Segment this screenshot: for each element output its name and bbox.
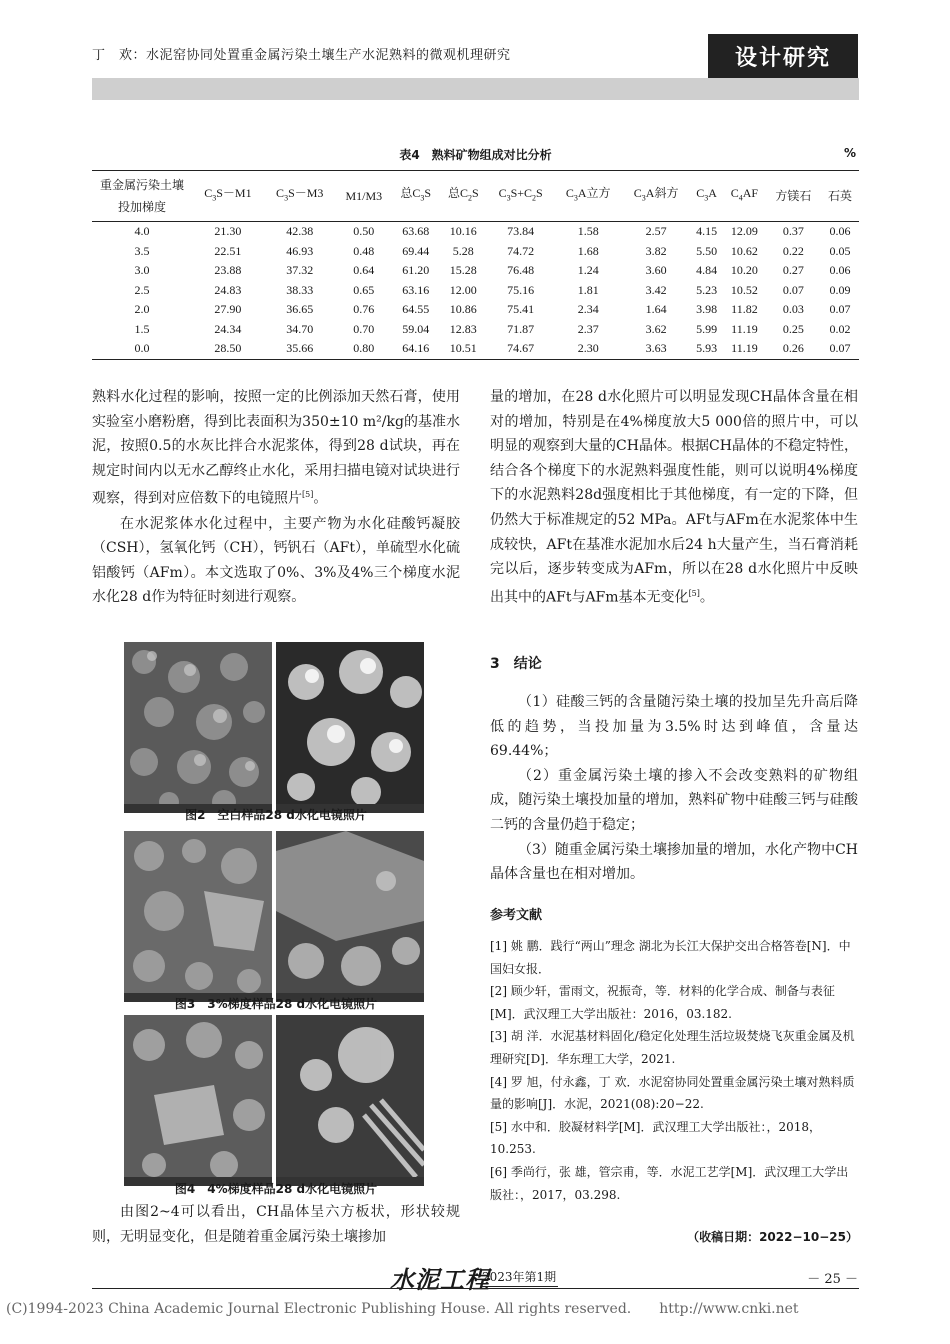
table-cell: 0.65 — [353, 282, 375, 297]
table-cell: 0.06 — [829, 224, 851, 238]
table-cell: 2.30 — [554, 339, 622, 359]
sem-photo-fig2-right — [276, 642, 424, 813]
reference-item: [1] 姚 鹏．践行“两山”理念 湖北为长江大保护交出合格答卷[N]．中国妇女报． — [490, 939, 851, 976]
table-cell: 1.24 — [577, 263, 599, 277]
section-3-title: 3 结论 — [490, 656, 542, 672]
table-cell: 0.03 — [782, 302, 804, 316]
references-list — [490, 935, 860, 1206]
table-caption: 表4 熟料矿物组成对比分析 — [399, 148, 552, 162]
col-total-c3s: 总$C_3S$ — [392, 171, 440, 222]
table-cell: 2.0 — [134, 302, 150, 316]
table-cell: 1.5 — [134, 321, 150, 336]
left-paragraph-3: 由图2~4可以看出，CH晶体呈六方板状，形状较规则，无明显变化，但是随着重金属污染土壤掺加 — [92, 1204, 460, 1245]
table-cell: 75.16 — [507, 282, 535, 297]
table-cell: 3.62 — [645, 321, 667, 336]
table-cell: 5.50 — [696, 243, 718, 258]
table-cell: 5.23 — [696, 282, 718, 297]
table-cell: 3.0 — [134, 263, 150, 277]
left-column-text-bottom — [92, 1200, 460, 1249]
table-cell: 23.88 — [214, 263, 242, 277]
table-cell: 12.00 — [449, 282, 477, 297]
table-header-row — [92, 171, 859, 222]
col-c3a: $C_3A$ — [690, 171, 723, 222]
sem-texture — [276, 831, 424, 1002]
table-unit: % — [843, 146, 856, 160]
table-cell: 5.93 — [690, 339, 723, 359]
sem-texture — [276, 642, 424, 813]
table-cell: 4.84 — [696, 263, 718, 277]
table-cell: 0.0 — [92, 339, 192, 359]
table-cell: 38.33 — [286, 282, 314, 297]
col-c3s-m3: $C_3S-M3$ — [264, 171, 336, 222]
table-cell: 12.83 — [449, 321, 477, 336]
conclusion-2: （2）重金属污染土壤的掺入不会改变熟料的矿物组成，随污染土壤投加量的增加，熟料矿物中硅酸三钙与硅酸二钙的含量仍趋于稳定； — [490, 767, 858, 833]
table-row — [92, 242, 859, 262]
table-cell: 0.09 — [829, 282, 851, 297]
left-p1-text: 熟料水化过程的影响，按照一定的比例添加天然石膏，使用实验室小磨粉磨，得到比表面积为350±10 m²/kg的基准水泥，按照0.5的水灰比拌合水泥浆体，得到28 d试块，再在规定时间内以无水乙醇终止水化，采用扫描电镜对试块进行观察，得到对应倍数下的电镜照片 — [92, 389, 460, 508]
col-total-c2s: 总$C_2S$ — [440, 171, 488, 222]
table-row — [92, 281, 859, 301]
reference-item: [4] 罗 旭，付永鑫，丁 欢．水泥窑协同处置重金属污染土壤对熟料质量的影响[J]．水泥，2021(08):20−22. — [490, 1074, 855, 1112]
col-gradient — [92, 171, 192, 222]
table-cell: 0.50 — [353, 224, 375, 238]
left-paragraph-2: 在水泥浆体水化过程中，主要产物为水化硅酸钙凝胶（CSH），氢氧化钙（CH），钙钒石（AFt），单硫型水化硫铝酸钙（AFm）。本文选取了0%、3%及4%三个梯度水泥水化28 d作为特征时刻进行观察。 — [92, 515, 460, 606]
table-cell: 3.82 — [645, 243, 667, 258]
sem-texture — [124, 1015, 272, 1186]
col-periclase: 方镁石 — [766, 171, 821, 222]
table-cell: 0.06 — [829, 263, 851, 277]
table-cell: 46.93 — [286, 243, 314, 258]
table-cell: 64.16 — [392, 339, 440, 359]
table-cell: 21.30 — [214, 224, 242, 238]
table-cell: 1.68 — [577, 243, 599, 258]
table-cell: 4.15 — [696, 224, 718, 238]
table-cell: 10.62 — [730, 243, 758, 258]
received-date: （收稿日期：2022−10−25） — [687, 1230, 858, 1244]
table-cell: 0.37 — [782, 224, 804, 238]
table-cell: 1.64 — [645, 302, 667, 316]
copyright-notice: (C)1994-2023 China Academic Journal Electronic Publishing House. All rights reserved. http://www.cnki.net — [6, 1301, 799, 1317]
table-cell: 11.19 — [731, 321, 758, 336]
table-cell: 0.25 — [782, 321, 804, 336]
table-cell: 69.44 — [402, 243, 430, 258]
table-cell: 59.04 — [402, 321, 430, 336]
conclusion-3: （3）随重金属污染土壤掺加量的增加，水化产物中CH晶体含量也在相对增加。 — [490, 841, 858, 883]
table-cell: 3.98 — [696, 302, 718, 316]
table-cell: 1.81 — [577, 282, 599, 297]
table-cell: 0.27 — [782, 263, 804, 277]
right-column-text — [490, 385, 858, 610]
table-cell: 3.63 — [622, 339, 690, 359]
table-cell: 73.84 — [507, 224, 535, 238]
table-cell: 35.66 — [264, 339, 336, 359]
section-badge: 设计研究 — [708, 34, 858, 78]
citation-5-right: [5] — [688, 588, 700, 598]
table-cell: 36.65 — [286, 302, 314, 316]
journal-logo: 水泥工程 — [390, 1265, 490, 1294]
table-cell: 34.70 — [286, 321, 314, 336]
table-cell: 74.72 — [507, 243, 535, 258]
table-cell: 5.99 — [696, 321, 718, 336]
sem-photo-fig4-right — [276, 1015, 424, 1186]
references-title: 参考文献 — [490, 908, 543, 923]
table-row — [92, 339, 859, 359]
table-cell: 2.57 — [645, 224, 667, 238]
table-cell: 64.55 — [402, 302, 430, 316]
reference-item: [2] 顾少轩，雷雨文，祝振奇，等．材料的化学合成、制备与表征[M]．武汉理工大学出版社：2016，03.182. — [490, 984, 835, 1021]
table-cell: 2.5 — [134, 282, 150, 297]
table-cell: 28.50 — [192, 339, 264, 359]
table-row — [92, 300, 859, 320]
issue-number: 2023年第1期 — [482, 1268, 558, 1287]
sem-photo-fig3-left — [124, 831, 272, 1002]
col-m1-m3: M1/M3 — [336, 171, 392, 222]
table-cell: 10.20 — [730, 263, 758, 277]
table-cell: 10.51 — [440, 339, 488, 359]
table-cell: 24.83 — [214, 282, 242, 297]
table-cell: 10.52 — [730, 282, 758, 297]
table-cell: 0.02 — [829, 321, 851, 336]
table-cell: 0.76 — [353, 302, 375, 316]
table-cell: 0.07 — [782, 282, 804, 297]
sem-photo-fig4-left — [124, 1015, 272, 1186]
reference-item: [3] 胡 洋．水泥基材料固化/稳定化处理生活垃圾焚烧飞灰重金属及机理研究[D]．华东理工大学，2021. — [490, 1029, 855, 1066]
table-cell: 74.67 — [487, 339, 554, 359]
table-cell: 71.87 — [507, 321, 535, 336]
sem-photo-fig2-left — [124, 642, 272, 813]
right-paragraph-1 — [490, 385, 858, 610]
table-cell: 61.20 — [402, 263, 430, 277]
table-cell: 37.32 — [286, 263, 314, 277]
conclusion-1: （1）硅酸三钙的含量随污染土壤的投加呈先升高后降低的趋势，当投加量为3.5%时达到峰值，含量达69.44%； — [490, 694, 858, 760]
table-cell: 0.22 — [782, 243, 804, 258]
table-cell: 10.16 — [449, 224, 477, 238]
mineral-table — [92, 170, 859, 360]
conclusions — [490, 690, 858, 887]
sem-texture — [124, 831, 272, 1002]
table-cell: 12.09 — [730, 224, 758, 238]
table-cell: 0.80 — [336, 339, 392, 359]
right-p1-text: 量的增加，在28 d水化照片可以明显发现CH晶体含量在相对的增加，特别是在4%梯度放大5 000倍的照片中，可以明显的观察到大量的CH晶体。根据CH晶体的不稳定特性，结合各个梯度下的水泥熟料强度性能，则可以说明4%梯度下的水泥熟料28d强度相比于其他梯度，有一定的下降，但仍然大于标准规定的52 MPa。AFt与AFm在水泥浆体中生成较快，AFt在基准水泥加水后24 h大量产生，当石膏消耗完以后，逐步转变成为AFm，所以在28 d水化照片中反映出其中的AFt与AFm基本无变化 — [490, 389, 858, 606]
table-cell: 63.68 — [402, 224, 430, 238]
table-row — [92, 261, 859, 281]
figure-4-caption: 图4 4%梯度样品28 d水化电镜照片 — [174, 1182, 378, 1196]
table-cell: 75.41 — [507, 302, 535, 316]
sem-texture — [124, 642, 272, 813]
table-row — [92, 222, 859, 242]
table-cell: 24.34 — [214, 321, 242, 336]
table-cell: 63.16 — [402, 282, 430, 297]
table-cell: 0.70 — [353, 321, 375, 336]
page-number: － 25 － — [807, 1272, 858, 1287]
table-row — [92, 320, 859, 340]
col-c3a-ortho: $C_3A$斜方 — [622, 171, 690, 222]
col-gradient-label: 重金属污染土壤投加梯度 — [99, 178, 184, 214]
table-cell: 0.64 — [353, 263, 375, 277]
left-column-text — [92, 385, 460, 610]
left-p1-end: 。 — [313, 491, 328, 508]
figure-3-caption: 图3 3%梯度样品28 d水化电镜照片 — [174, 997, 378, 1011]
table-body — [92, 222, 859, 360]
col-c4af: $C_4AF$ — [723, 171, 766, 222]
header-bar — [92, 78, 859, 100]
left-paragraph-1 — [92, 385, 460, 512]
reference-item: [6] 季尚行，张 雄，管宗甫，等．水泥工艺学[M]．武汉理工大学出版社：，2017，03.298. — [490, 1164, 849, 1202]
table-cell: 42.38 — [286, 224, 314, 238]
table-cell: 27.90 — [214, 302, 242, 316]
reference-item: [5] 水中和．胶凝材料学[M]．武汉理工大学出版社：，2018，10.253. — [490, 1119, 822, 1157]
table-cell: 76.48 — [507, 263, 535, 277]
table-cell: 2.34 — [577, 302, 599, 316]
table-cell: 0.05 — [829, 243, 851, 258]
table-cell: 3.42 — [645, 282, 667, 297]
table-cell: 3.5 — [134, 243, 150, 258]
citation-5: [5] — [302, 490, 314, 500]
sem-photo-fig3-right — [276, 831, 424, 1002]
col-quartz: 石英 — [821, 171, 859, 222]
col-c3s-m1: $C_3S-M1$ — [192, 171, 264, 222]
table-cell: 11.19 — [723, 339, 766, 359]
figure-2-caption: 图2 空白样品28 d水化电镜照片 — [185, 808, 367, 822]
table-cell: 11.82 — [731, 302, 758, 316]
col-c3s-c2s: $C_3S+C_2S$ — [487, 171, 554, 222]
sem-texture — [276, 1015, 424, 1186]
table-cell: 10.86 — [449, 302, 477, 316]
table-cell: 0.07 — [829, 302, 851, 316]
running-title: 丁 欢：水泥窑协同处置重金属污染土壤生产水泥熟料的微观机理研究 — [92, 48, 511, 63]
right-p1-end: 。 — [699, 589, 714, 606]
table-cell: 4.0 — [134, 224, 150, 238]
footer-rule — [92, 1288, 859, 1289]
table-cell: 0.07 — [821, 339, 859, 359]
table-cell: 0.26 — [766, 339, 821, 359]
table-cell: 0.48 — [353, 243, 375, 258]
table-cell: 2.37 — [577, 321, 599, 336]
table-cell: 15.28 — [449, 263, 477, 277]
table-cell: 22.51 — [214, 243, 242, 258]
col-c3a-cubic: $C_3A$立方 — [554, 171, 622, 222]
table-cell: 5.28 — [452, 243, 474, 258]
table-cell: 3.60 — [645, 263, 667, 277]
table-cell: 1.58 — [577, 224, 599, 238]
